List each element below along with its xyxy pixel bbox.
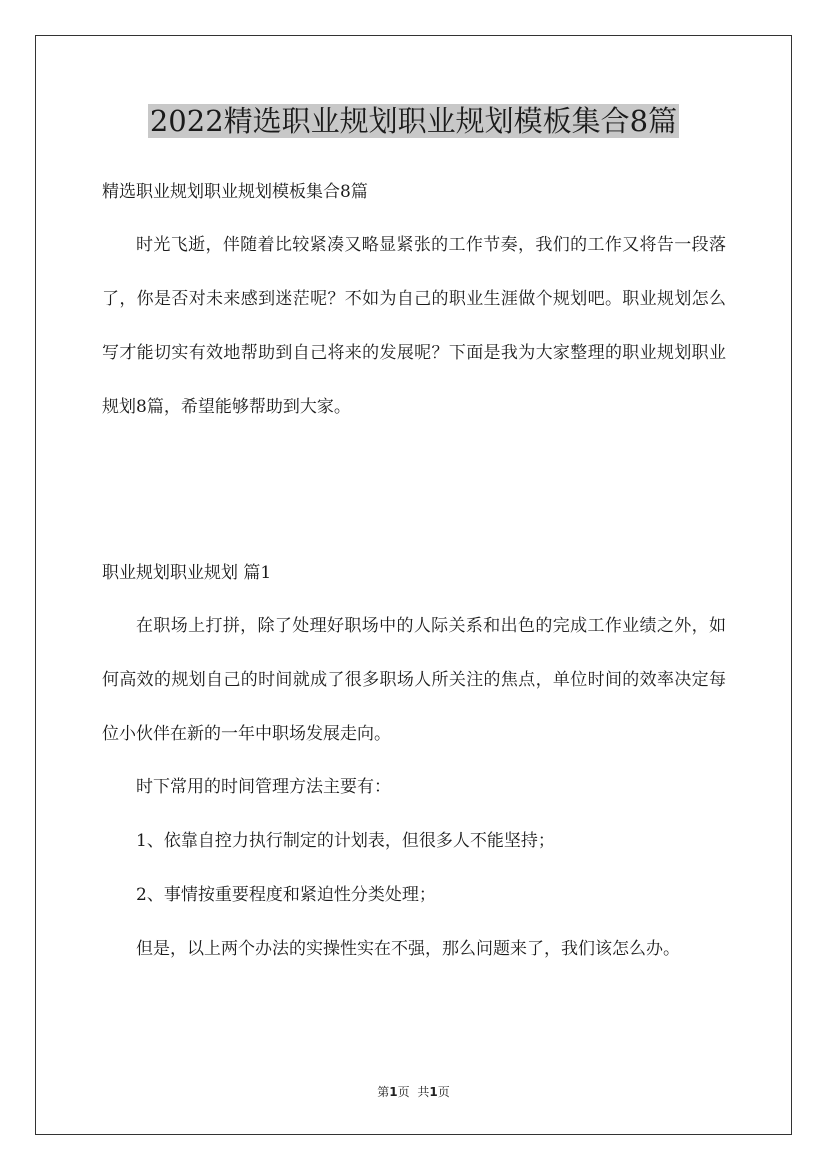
document-title [0, 101, 827, 141]
footer-total-pages: 1 [429, 1085, 438, 1099]
page-footer [0, 1083, 827, 1101]
list-item: 2、事情按重要程度和紧迫性分类处理； [136, 885, 436, 905]
footer-page-suffix: 页 [397, 1085, 410, 1099]
body-paragraph: 但是，以上两个办法的实操性实在不强，那么问题来了，我们该怎么办。 [136, 939, 680, 959]
footer-prefix: 第 [377, 1085, 390, 1099]
section-heading: 职业规划职业规划 篇1 [102, 563, 272, 583]
intro-paragraph: 时光飞逝，伴随着比较紧凑又略显紧张的工作节奏，我们的工作又将告一段落了，你是否对未来感到迷茫呢？不如为自己的职业生涯做个规划吧。职业规划怎么写才能切实有效地帮助到自己将来的发展呢？下面是我为大家整理的职业规划职业规划8篇，希望能够帮助到大家。 [102, 235, 726, 417]
list-item: 1、依靠自控力执行制定的计划表，但很多人不能坚持； [136, 831, 555, 851]
document-title-text: 2022精选职业规划职业规划模板集合8篇 [149, 104, 678, 138]
footer-total-prefix: 共 [417, 1085, 430, 1099]
document-subtitle: 精选职业规划职业规划模板集合8篇 [102, 182, 368, 202]
body-paragraph: 在职场上打拼，除了处理好职场中的人际关系和出色的完成工作业绩之外，如何高效的规划自己的时间就成了很多职场人所关注的焦点，单位时间的效率决定每位小伙伴在新的一年中职场发展走向。 [102, 616, 726, 744]
body-paragraph: 时下常用的时间管理方法主要有： [136, 777, 391, 797]
footer-page-number: 1 [389, 1085, 398, 1099]
footer-total-suffix: 页 [437, 1085, 450, 1099]
